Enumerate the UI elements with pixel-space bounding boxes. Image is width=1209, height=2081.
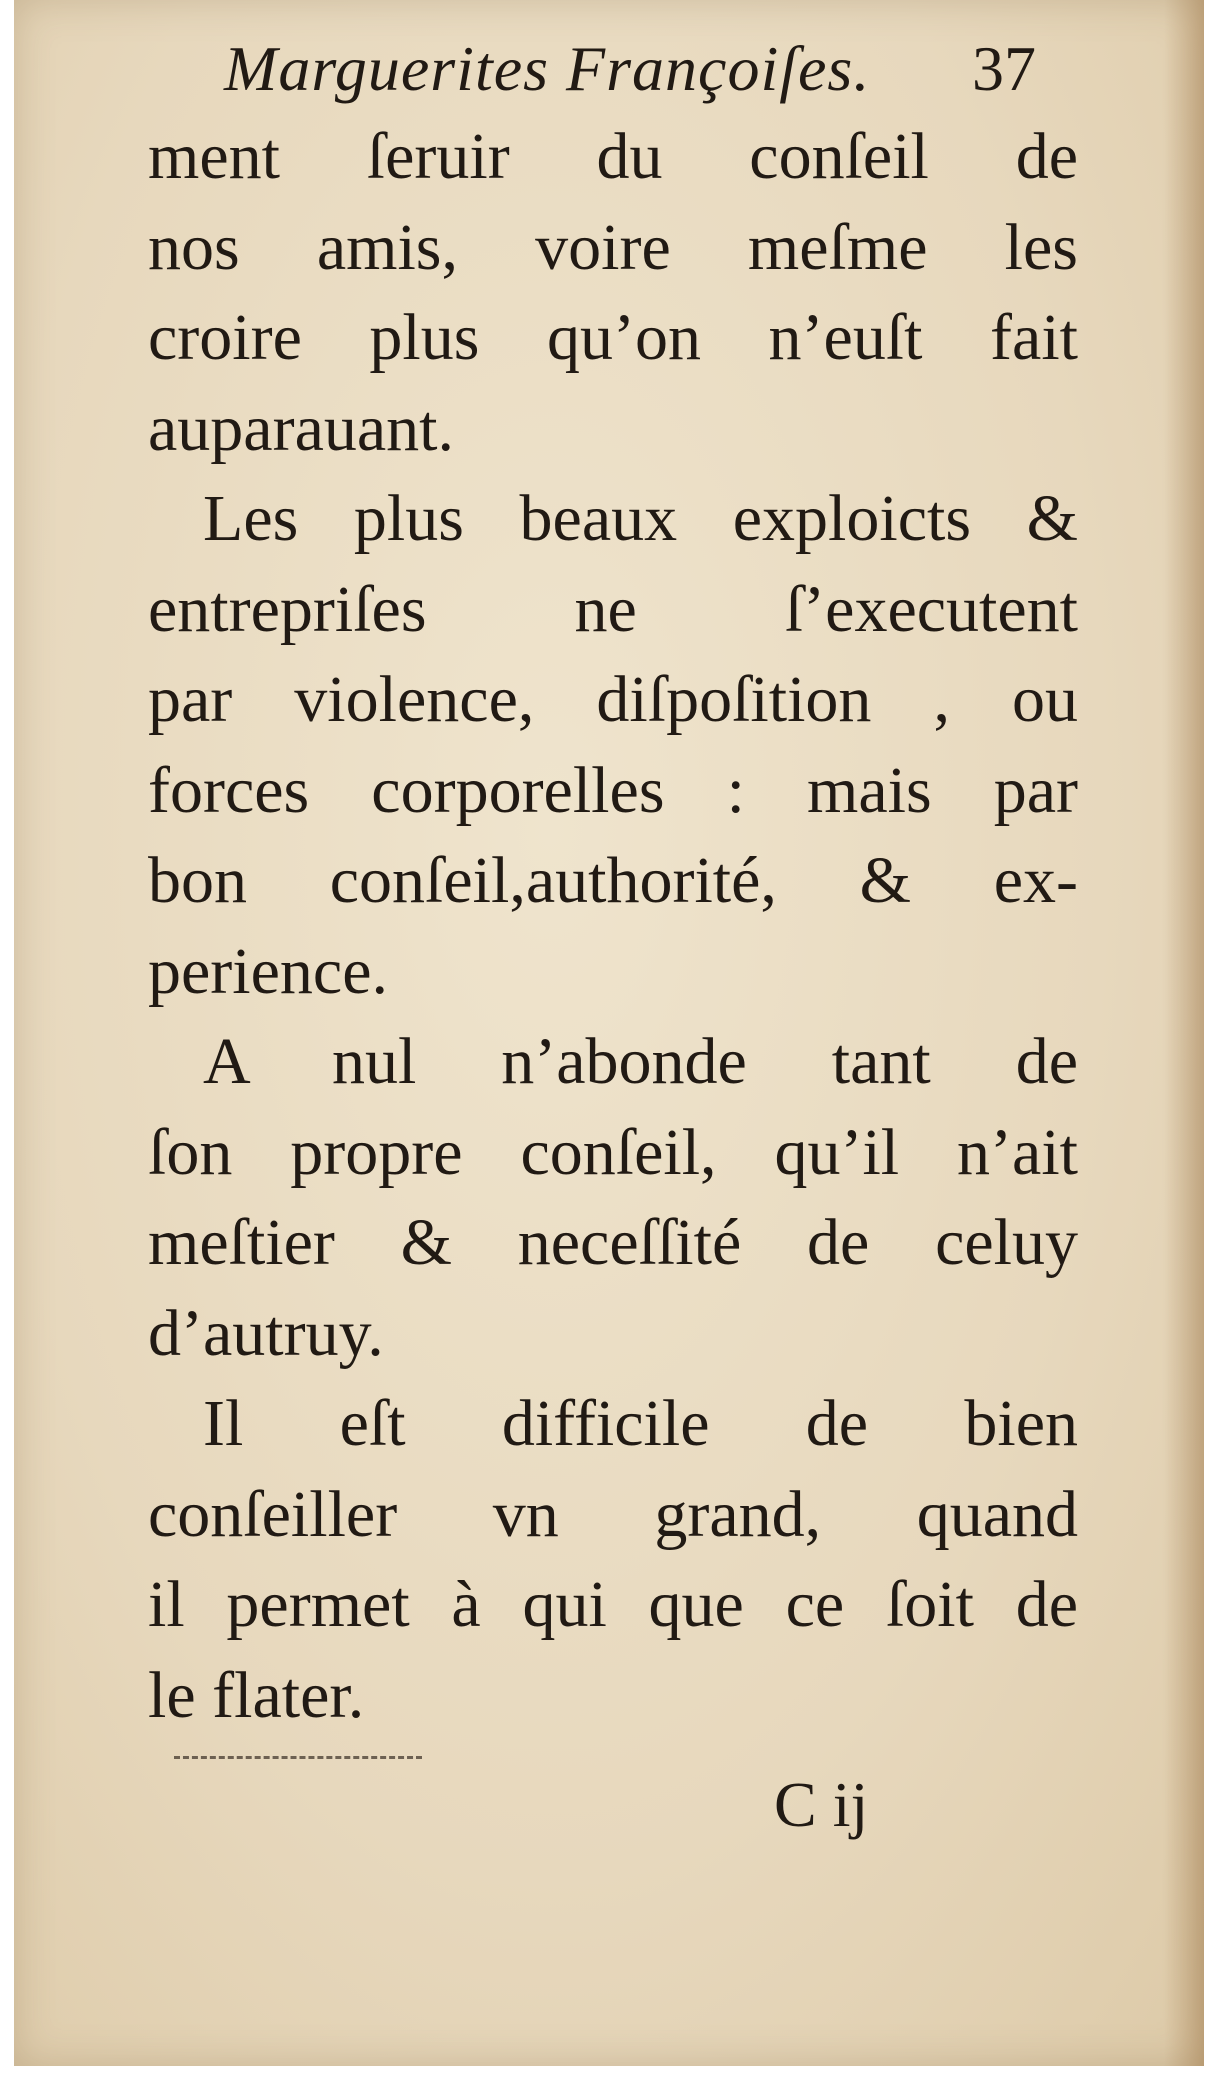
text-line: auparauant. <box>148 391 454 465</box>
text-line: par violence, diſpoſition , ou <box>148 663 1078 736</box>
text-line: A nul n’abonde tant de <box>203 1025 1078 1098</box>
text-line: d’autruy. <box>148 1296 384 1370</box>
text-line: entrepriſes ne ſ’executent <box>148 572 1078 646</box>
text-line: perience. <box>148 934 388 1008</box>
text-line: Les plus beaux exploicts & <box>203 482 1078 555</box>
text-line: Il eſt difficile de bien <box>203 1387 1078 1460</box>
text-line: forces corporelles : mais par <box>148 753 1078 827</box>
text-line: le flater. <box>148 1658 365 1732</box>
text-line: ment ſeruir du conſeil de <box>148 120 1078 193</box>
text-line: conſeiller vn grand, quand <box>148 1477 1078 1551</box>
page-number: 37 <box>972 33 1036 104</box>
text-line: croire plus qu’on n’euſt fait <box>148 301 1078 374</box>
page-edge-shadow <box>1164 0 1204 2066</box>
text-line: bon conſeil,authorité, & ex- <box>148 844 1078 917</box>
body-text <box>148 112 1078 1741</box>
end-rule <box>174 1756 422 1759</box>
running-head-title: Marguerites Françoiſes. <box>224 33 871 104</box>
book-page <box>14 0 1204 2066</box>
text-line: meſtier & neceſſité de celuy <box>148 1206 1078 1279</box>
text-line: il permet à qui que ce ſoit de <box>148 1568 1078 1641</box>
signature-mark: C ij <box>774 1769 869 1840</box>
text-line: ſon propre conſeil, qu’il n’ait <box>148 1115 1078 1189</box>
text-line: nos amis, voire meſme les <box>148 210 1078 284</box>
